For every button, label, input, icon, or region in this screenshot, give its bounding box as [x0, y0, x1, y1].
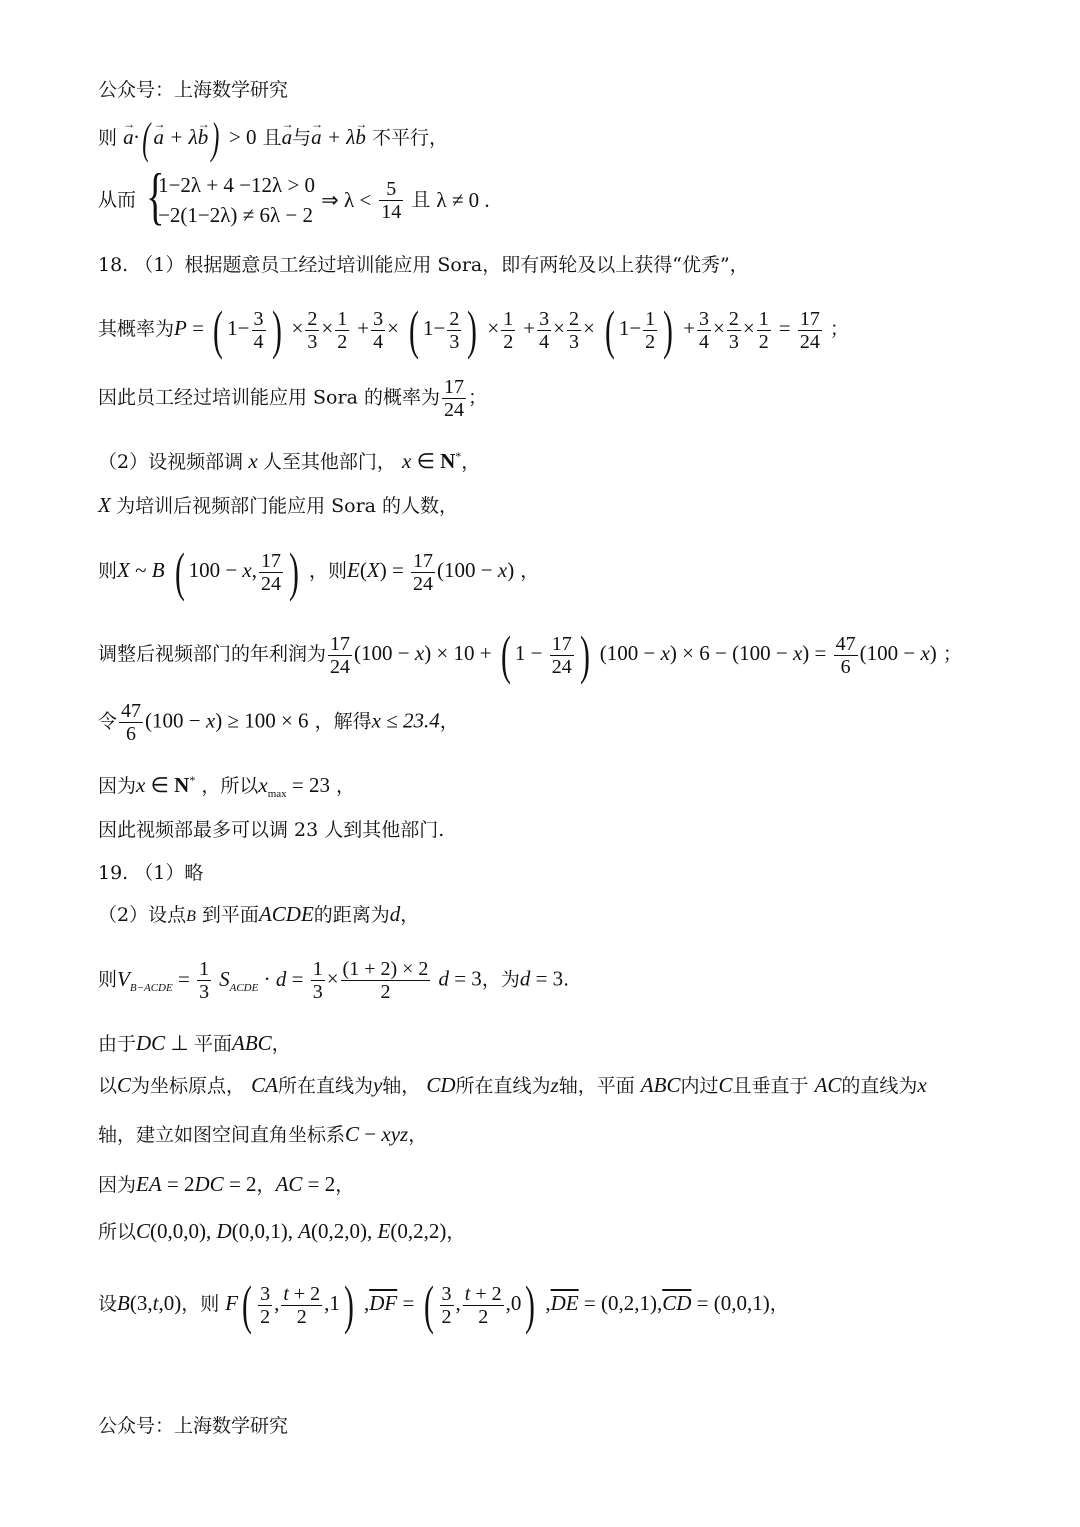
line-probability: 其概率为P = ( 1− $\frac{3}{4}$ ) × $\frac{2}{3}$ × $\frac{1}{2}$ + $\frac{3}{4}$ × ( 1− $\frac{2}{3}$ ) × $\frac{1}{2}$ + $\frac{3}{4}$ × $\frac{2}{3}$ × ( 1− $\frac{1}{2}$ ) + $\frac{3}{4}$ × $\frac{2}{3}$ × $\frac{1}{2}$ = $\frac{17}{24}$ ； [98, 300, 849, 360]
page-footer: 公众号：上海数学研究 [98, 1415, 289, 1437]
line-random-variable: X 为培训后视频部门能应用 Sora 的人数， [98, 493, 459, 517]
line-max: 因为x ∈ N* ，所以$x_{max} = 23$ ， [98, 773, 356, 800]
line-perpendicular: 由于DC ⊥ 平面ABC， [98, 1031, 291, 1055]
equation-system: { 1−2λ + 4 −12λ > 0 −2(1−2λ) ≠ 6λ − 2 [146, 160, 316, 231]
line-points: 所以C(0,0,0), D(0,0,1), A(0,2,0), E(0,2,2)， [98, 1219, 466, 1243]
line-probability-result: 因此员工经过培训能应用 Sora 的概率为 $\frac{17}{24}$ ； [98, 376, 487, 421]
problem-18-part1: 18. （1）根据题意员工经过培训能应用 Sora，即有两轮及以上获得“优秀”， [98, 254, 749, 276]
line-coordinate-setup: 以C为坐标原点， CA所在直线为y轴， CD所在直线为z轴，平面 ABC内过C且垂直于 AC的直线为x [98, 1073, 927, 1097]
line-volume: 则$V_{B-ACDE}$ = $\frac{1}{3}$ $S_{ACDE} \cdot d$ = $\frac{1}{3}$ × $\frac{(1 + 2) \times 2}{2}$ d = 3，为d = 3. [98, 958, 570, 1003]
problem-19-part1: 19. （1）略 [98, 862, 204, 884]
line-coordinate-system: 轴，建立如图空间直角坐标系C − xyz， [98, 1122, 428, 1146]
line-profit: 调整后视频部门的年利润为 $\frac{17}{24}$ (100 − x) × 10 + ( 1 − $\frac{17}{24}$ ) (100 − x) × 6 − (100 − x) = $\frac{47}{6}$ (100 − x) ； [98, 625, 962, 685]
line-binomial: 则X ~ B ( 100 − x, $\frac{17}{24}$ ) ，则E(X) = $\frac{17}{24}$ (100 − x) ， [98, 542, 540, 602]
line-lengths: 因为EA = 2DC = 2，AC = 2， [98, 1172, 355, 1196]
line-vectors: 设B(3,t,0)，则 F( $\frac{3}{2}$ , $\frac{t + 2}{2}$ ,1) $,\overline{DF}$ = ( $\frac{3}{2}$ , $\frac{t + 2}{2}$ ,0) $,\overline{DE} = (0,2,1),\overline{CD} = (0,0,1)$， [98, 1275, 789, 1335]
page-header: 公众号：上海数学研究 [98, 79, 289, 101]
line-system: 从而 { 1−2λ + 4 −12λ > 0 −2(1−2λ) ≠ 6λ − 2 ⇒ λ < $\frac{5}{14}$ 且 λ ≠ 0 . [98, 160, 490, 231]
line-conclusion-18: 因此视频部最多可以调 23 人到其他部门. [98, 819, 445, 841]
problem-18-part2: （2）设视频部调 x 人至其他部门， x ∈ N*， [98, 449, 481, 473]
problem-19-part2: （2）设点B 到平面ACDE的距离为d， [98, 902, 420, 926]
line-vector-condition: 则 → a·( → a + λ→ b) > 0 且→ a与→ a + λ→ b 不平行， [98, 117, 448, 161]
line-inequality: 令 $\frac{47}{6}$ (100 − x) ≥ 100 × 6 ，解得x ≤ 23.4， [98, 700, 459, 745]
